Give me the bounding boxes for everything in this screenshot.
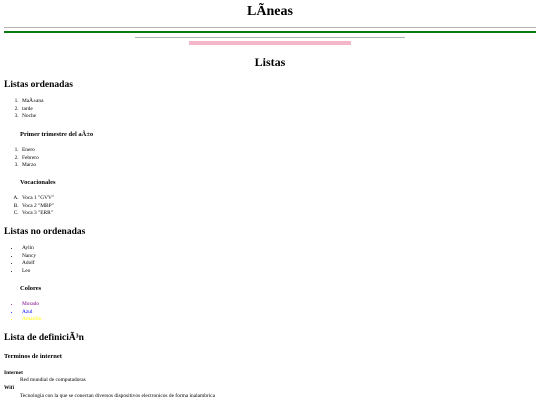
list-item: A. Voca 1 "GVV" <box>20 195 54 203</box>
months-list <box>20 147 39 170</box>
color-item-blue: • Azul <box>20 309 41 317</box>
day-list <box>20 98 44 121</box>
colors-heading: Colores <box>20 285 42 292</box>
list-item: • Nancy <box>20 253 36 261</box>
vocational-heading: Vocacionales <box>20 179 56 186</box>
divider-pink <box>189 41 351 45</box>
list-item: 1. Enero <box>20 147 39 155</box>
internet-terms-heading: Terminos de internet <box>4 353 62 360</box>
divider-thin-gray <box>4 27 536 28</box>
color-item-purple: • Morado <box>20 301 41 309</box>
page-title: LÃneas <box>247 4 293 19</box>
names-list <box>20 245 36 276</box>
list-item: 2. Febrero <box>20 155 39 163</box>
list-item: 2. tarde <box>20 106 44 114</box>
colors-list <box>20 301 41 324</box>
list-item: B. Voca 2 "MBP" <box>20 203 54 211</box>
vocational-list <box>20 195 54 218</box>
list-item: 1. MaÃ±ana <box>20 98 44 106</box>
list-item: C. Voca 3 "ERR" <box>20 210 54 218</box>
section-title: Listas <box>254 55 286 69</box>
ordered-lists-heading: Listas ordenadas <box>4 80 73 90</box>
list-item: 3. Marzo <box>20 162 39 170</box>
divider-short-gray <box>135 37 405 38</box>
color-item-yellow: • Amarillo <box>20 316 41 324</box>
list-item: • Aylin <box>20 245 36 253</box>
definition-term: Wifi <box>4 385 15 391</box>
definitions-heading: Lista de definiciÃ³n <box>4 333 84 343</box>
divider-green <box>4 31 536 33</box>
list-item: • Leo <box>20 268 36 276</box>
unordered-lists-heading: Listas no ordenadas <box>4 227 86 237</box>
definition-description: Tecnologia con la que se conectan diversos dispositivos electronicos de forma inalambrica <box>20 393 215 399</box>
definition-description: Red mundial de computadoras <box>20 377 86 383</box>
list-item: 3. Noche <box>20 113 44 121</box>
list-item: • Adolf <box>20 260 36 268</box>
definition-term: Internet <box>4 370 23 376</box>
months-heading: Primer trimestre del aÃ±o <box>20 131 94 138</box>
